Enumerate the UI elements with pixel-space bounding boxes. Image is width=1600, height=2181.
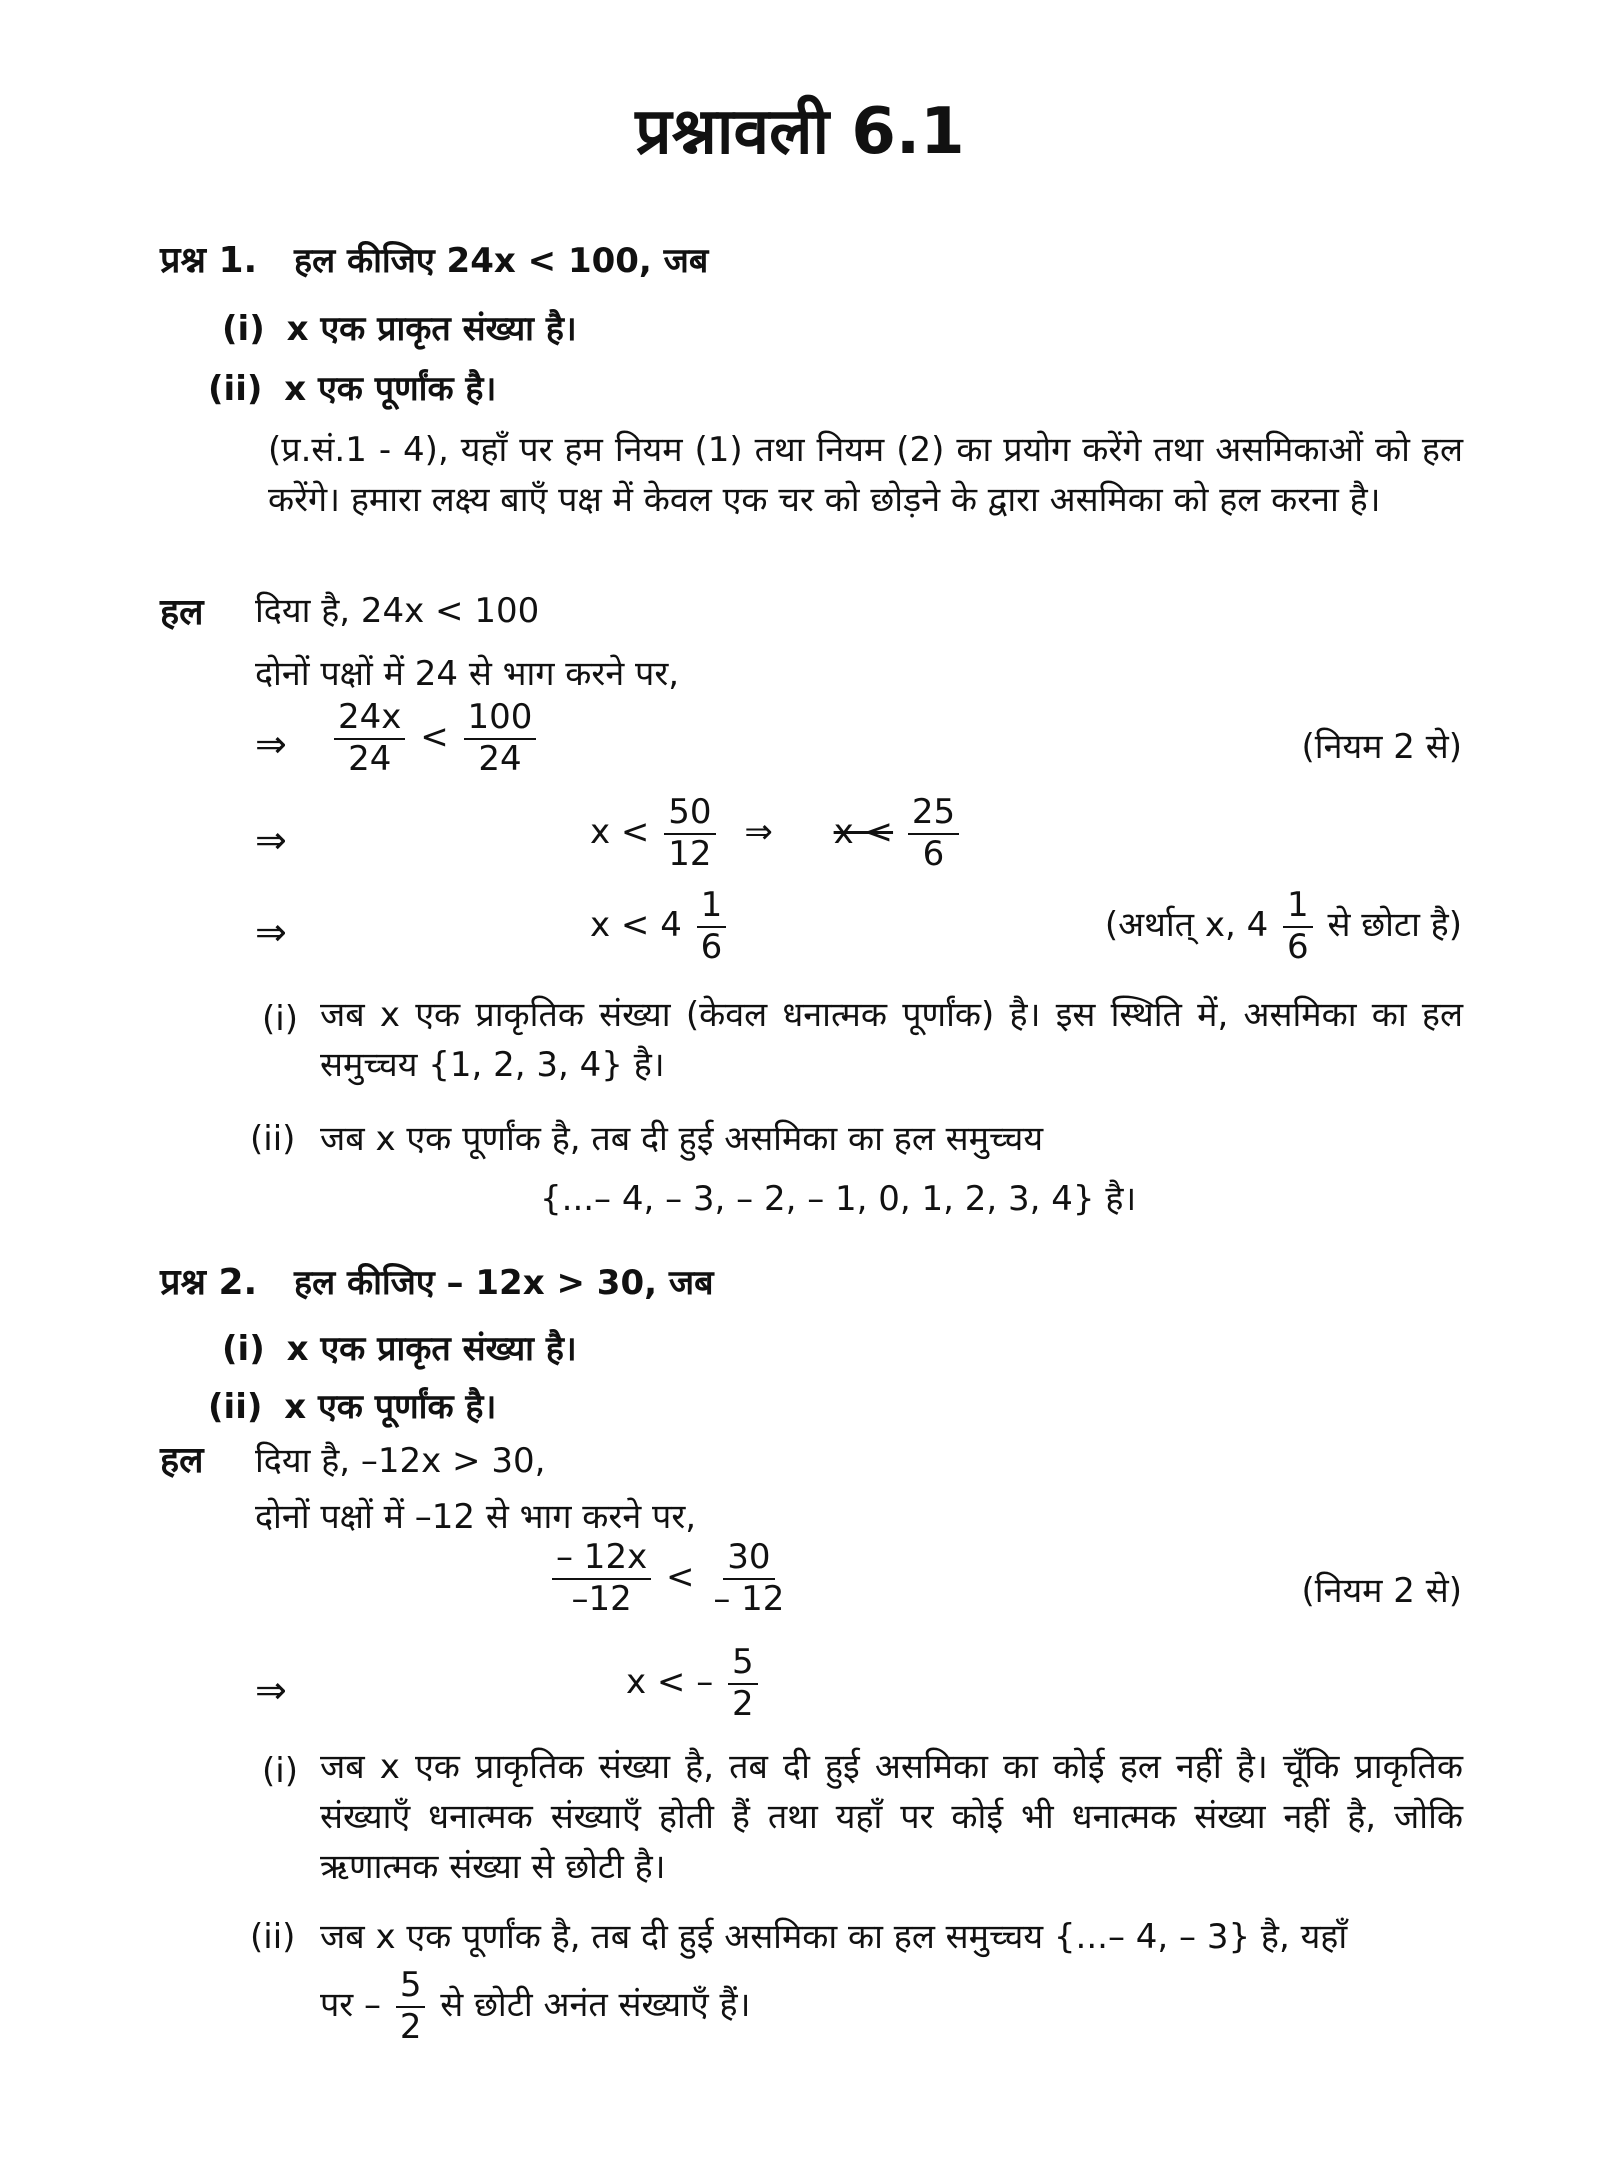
solution-label-text: हल: [160, 592, 204, 633]
numerator: 25: [908, 795, 959, 835]
numerator: 50: [664, 795, 715, 835]
rule-reference: (नियम 2 से): [1301, 1571, 1462, 1611]
question-1-option-1: [222, 310, 577, 349]
solution-label-text: हल: [160, 1440, 204, 1481]
fraction: [552, 1537, 651, 1619]
question-1-option-2: [208, 370, 496, 409]
question-1-header: [160, 240, 708, 281]
q1-solution-set: {...– 4, – 3, – 2, – 1, 0, 1, 2, 3, 4} है।: [540, 1179, 1137, 1219]
q2-step-2: [626, 1642, 762, 1724]
q1-case-1-number: (i): [262, 999, 298, 1039]
q2-step-1: [548, 1537, 792, 1619]
implies-arrow: ⇒: [744, 812, 773, 853]
option-text: x एक प्राकृत संख्या है।: [286, 309, 577, 349]
variable-expression: x <: [590, 812, 650, 853]
less-than: <: [666, 1557, 695, 1598]
q1-step-3: [590, 885, 730, 967]
fraction: [464, 697, 537, 779]
implies-arrow: ⇒: [255, 910, 287, 954]
solution-2-label: [160, 1440, 204, 1481]
less-than: <: [420, 717, 449, 758]
denominator: 6: [922, 833, 945, 874]
q2-case-2-text: जब x एक पूर्णांक है, तब दी हुई असमिका का हल समुच्चय {...– 4, – 3} है, यहाँ: [320, 1917, 1348, 1957]
solution-1-given: दिया है, 24x < 100: [255, 591, 540, 631]
fraction: [908, 792, 959, 874]
numerator: 5: [396, 1968, 426, 2008]
option-text: x एक प्राकृत संख्या है।: [286, 1329, 577, 1369]
option-text: x एक पूर्णांक है।: [284, 1387, 497, 1427]
numerator: – 12x: [552, 1540, 651, 1580]
rule-reference: (नियम 2 से): [1301, 727, 1462, 767]
fraction: [697, 885, 727, 967]
implies-arrow: ⇒: [255, 722, 287, 766]
q2-case-1-text: जब x एक प्राकृतिक संख्या है, तब दी हुई असमिका का कोई हल नहीं है। चूँकि प्राकृतिक संख्याएँ धनात्मक संख्याएँ होती हैं तथा यहाँ पर कोई भी धनात्मक संख्या नहीं है, जोकि ऋणात्मक संख्या से छोटी है।: [320, 1747, 1463, 1887]
fraction: [664, 792, 715, 874]
denominator: 6: [700, 926, 723, 967]
q1-step-1: [330, 697, 540, 779]
question-2-option-1: [222, 1330, 577, 1369]
question-2-header: [160, 1262, 714, 1303]
option-number: (ii): [208, 1387, 263, 1427]
implies-arrow: ⇒: [255, 818, 287, 862]
question-2-label: प्रश्न 2.: [160, 1262, 258, 1303]
question-1-label: प्रश्न 1.: [160, 240, 258, 281]
numerator: 5: [728, 1645, 758, 1685]
q1-case-1-text: जब x एक प्राकृतिक संख्या (केवल धनात्मक पूर्णांक) है। इस स्थिति में, असमिका का हल समुच्चय {1, 2, 3, 4} है।: [320, 995, 1463, 1085]
variable-expression: x < 4: [590, 905, 682, 946]
q1-case-2-number: (ii): [250, 1119, 296, 1159]
fraction: [1283, 885, 1313, 967]
denominator: –12: [571, 1578, 632, 1619]
option-number: (i): [222, 1329, 265, 1369]
denominator: 24: [348, 738, 392, 779]
option-text: x एक पूर्णांक है।: [284, 369, 497, 409]
denominator: – 12: [713, 1578, 785, 1619]
denominator: 12: [668, 833, 712, 874]
question-2-statement: हल कीजिए – 12x > 30, जब: [294, 1263, 714, 1303]
variable-expression: x <: [833, 812, 894, 853]
q1-step-3-note: [1104, 885, 1462, 967]
denominator: 2: [399, 2006, 422, 2047]
method-note: (प्र.सं.1 - 4), यहाँ पर हम नियम (1) तथा नियम (2) का प्रयोग करेंगे तथा असमिकाओं को हल करेंगे। हमारा लक्ष्य बाएँ पक्ष में केवल एक चर को छोड़ने के द्वारा असमिका को हल करना है।: [268, 430, 1463, 520]
option-number: (i): [222, 309, 265, 349]
implies-arrow: ⇒: [255, 1668, 287, 1712]
note-text: (अर्थात् x, 4: [1104, 905, 1269, 946]
note-text: से छोटा है): [1327, 905, 1462, 946]
q1-step-2: [590, 792, 963, 874]
option-number: (ii): [208, 369, 263, 409]
page-title: प्रश्नावली 6.1: [635, 95, 965, 169]
continuation-text: पर –: [320, 1985, 382, 2026]
solution-2-divide: दोनों पक्षों में –12 से भाग करने पर,: [255, 1497, 697, 1537]
fraction: [709, 1537, 788, 1619]
fraction: [728, 1642, 758, 1724]
numerator: 100: [464, 700, 537, 740]
q2-case-1-number: (i): [262, 1751, 298, 1791]
q2-case-2-continuation: [320, 1965, 751, 2047]
continuation-text: से छोटी अनंत संख्याएँ हैं।: [440, 1985, 751, 2026]
denominator: 24: [478, 738, 522, 779]
numerator: 1: [1283, 888, 1313, 928]
numerator: 1: [697, 888, 727, 928]
numerator: 24x: [334, 700, 405, 740]
fraction: [334, 697, 405, 779]
question-2-option-2: [208, 1388, 496, 1427]
q2-case-2-number: (ii): [250, 1917, 296, 1957]
fraction: [396, 1965, 426, 2047]
numerator: 30: [723, 1540, 774, 1580]
solution-1-label: [160, 592, 204, 633]
q1-case-2-text: जब x एक पूर्णांक है, तब दी हुई असमिका का हल समुच्चय: [320, 1119, 1044, 1159]
solution-2-given: दिया है, –12x > 30,: [255, 1441, 546, 1481]
variable-expression: x < –: [626, 1662, 714, 1703]
denominator: 2: [732, 1683, 754, 1724]
solution-1-divide: दोनों पक्षों में 24 से भाग करने पर,: [255, 654, 680, 694]
denominator: 6: [1287, 926, 1309, 967]
question-1-statement: हल कीजिए 24x < 100, जब: [294, 241, 709, 281]
